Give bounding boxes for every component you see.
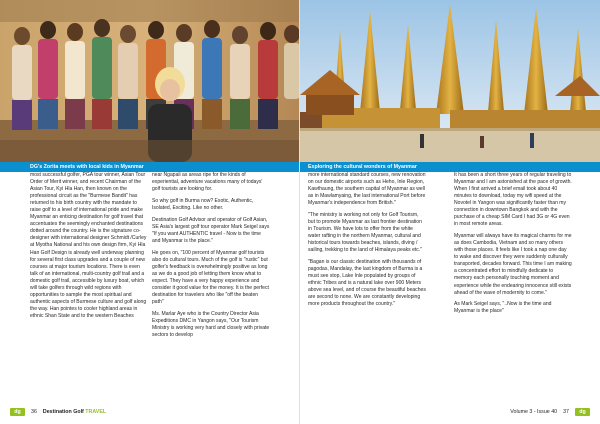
paragraph: Ms. Marlar Aye who is the Country Director Asia Expeditions DMC in Yangon says, "Our Tourism Ministry is working very hard and closely with private sectors to develop: [152, 310, 270, 339]
publication-name: Destination Golf: [42, 409, 84, 415]
right-page: [300, 0, 600, 424]
left-column-2: [152, 172, 270, 344]
left-page-footer: [10, 406, 106, 418]
page-number: 36: [31, 409, 37, 415]
paragraph: Myanmar will always have its magical charms for me as does Cambodia, Vietnam and so many others with those places. It feels like I took a nap one day to wake and discover they were suddenly culturally transported, decades forward. This time I am making a concentrated effort to mindfully dedicate to memory each personally touching moment and experience while the endearing innocence still exists ahead of the wave of modernity to come.": [454, 233, 572, 296]
paragraph: As Mark Seigel says, "..Now is the time and Myanmar is the place": [454, 301, 552, 315]
dg-logo: dg: [10, 408, 25, 416]
paragraph: "Bagan is our classic destination with thousands of pagodas, Mandalay, the last kingdom of Burma is a must see stop, Lake Inle populated by groups of ethnic Tribes and is a natural lake over 900 Meters above sea level, and of course the beautiful beaches are second to none. We are constantly developing more products throughout the country.": [308, 259, 426, 308]
right-page-footer: [510, 406, 590, 418]
paragraph: more international standard courses, new renovation on our domestic airports such as Heho, Inle Region, Kawthaung, the southern capital of Myanmar as well as in Mawlamyaing, the last international Port before Myanmar's independence from British.": [308, 172, 426, 207]
paragraph: near Ngapali as areas ripe for the kinds of experiential, adventure vacations many of todays' golf tourists are looking for.: [152, 172, 263, 193]
left-column-1: [30, 172, 148, 325]
paragraph: So why golf in Burma now? Exotic, Authentic, Isolated, Exciting. Like no other.: [152, 197, 254, 211]
paragraph: He goes on, "100 percent of Myanmar golf tourists also do cultural tours. Much of the golf is "rustic" but golfer's feedback is overwhelmingly positive as long as we do a good job of letting them know what to expect. They have a very happy experience and consider it good value for the money. It is the perfect destination for travelers who like "off the beaten path": [152, 249, 269, 306]
paragraph: It has been a short three years of regular traveling to Myanmar and I am astonished at the pace of growth. When I first arrived a brief email took about 40 minutes to download, today my wifi speed at the Novotel in Yangon was significantly faster than my connection in downtown Bangkok and with the purchase of a cheap SIM Card I had 3G or 4G even in most remote areas.: [454, 172, 572, 228]
kids-group-photo: [0, 0, 300, 162]
right-column-1: [308, 172, 426, 313]
paragraph: most successful golfer, PGA tour winner, Asian Tour Order of Merit winner, and recent Chairman of the Asian Tour, Kyi Hla Han, then known on the professional circuit as the "Burmese Bandit" has returned to his birth country with the mandate to raise golf to a level of international pride and make Myanmar an enticing destination for golf travel that accentuates the seemingly enchanted destinations dotted around the country. He is the signature co-designer with international designer Schmidt /Curley at Myotha National and his own design firm, Kyi Hla Han Golf Design is already well underway planning for several first class upgrades and a couple of new courses at major tourism locations. There is even talk of an international, multi-country golf trail and a domestic golf trail, accessible by luxury boat, which will take golfers through wild regions with opportunities to sample the most spiritual and authentic aspects of Burmese culture and golf along the way. Han pointes to cooler highland areas in ethnic Shan State and to the western Beaches: [30, 172, 147, 319]
page-number: 37: [563, 409, 569, 415]
dg-logo: dg: [575, 408, 590, 416]
paragraph: "The ministry is working not only for Golf Tourism, but to promote Myanmar as last frontier destination in Tourism. We have lots to offer from the white water rafting in the northern Myanmar, cultural and historical tours towards beaches, islands, diving / sailing, trekking to the land of Himalaya peaks etc.": [308, 212, 423, 254]
pagoda-photo: [300, 0, 600, 162]
photo-caption: DG's Zorita meets with local kids in Myanmar: [0, 162, 300, 172]
paragraph: Destination Golf Advisor and operator of Golf Asian, SE Asia's largest golf tour operator Mark Seigel says "If you want AUTHENTIC travel - Now is the time and Myanmar is the place.": [152, 216, 270, 244]
issue-label: Volume 3 - Issue 40: [510, 409, 558, 415]
photo-caption: Exploring the cultural wonders of Myanmar: [300, 162, 600, 172]
right-column-2: [454, 172, 572, 320]
section-name: TRAVEL: [85, 409, 107, 415]
